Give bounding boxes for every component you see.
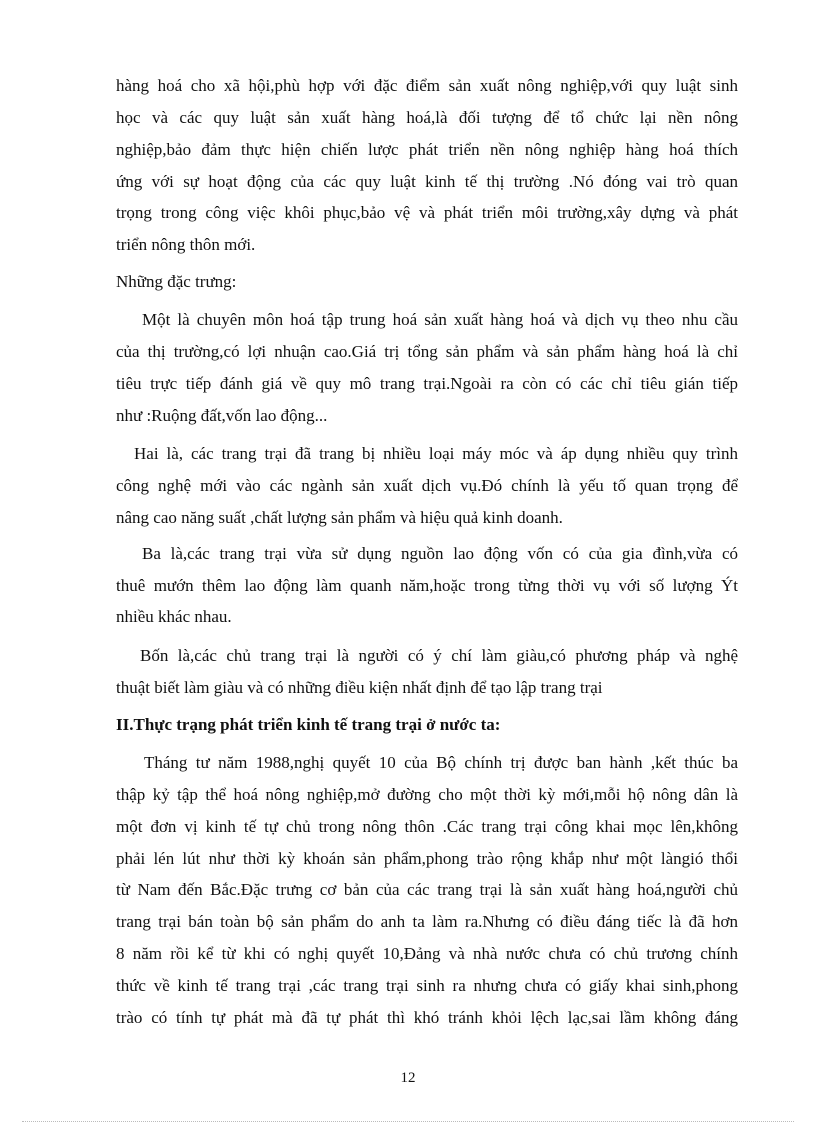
section-heading: II.Thực trạng phát triển kinh tế trang trại ở nước ta: [116,715,501,734]
text-line: trọng trong công việc khôi phục,bảo vệ và phát triển môi trường,xây dựng và phát [116,203,738,222]
text-line: thức về kinh tế trang trại ,các trang trại sinh ra nhưng chưa có giấy khai sinh,phong [116,976,738,995]
text-line: Một là chuyên môn hoá tập trung hoá sản xuất hàng hoá và dịch vụ theo nhu cầu [142,310,738,329]
text-line: ứng với sự hoạt động của các quy luật kinh tế thị trường .Nó đóng vai trò quan [116,172,738,191]
section-label: Những đặc trưng: [116,272,237,291]
text-line: nâng cao năng suất ,chất lượng sản phẩm và hiệu quả kinh doanh. [116,508,563,527]
text-line: Bốn là,các chủ trang trại là người có ý chí làm giàu,có phương pháp và nghệ [140,646,738,665]
text-line: thuật biết làm giàu và có những điều kiện nhất định để tạo lập trang trại [116,678,603,697]
text-line: hàng hoá cho xã hội,phù hợp với đặc điểm sản xuất nông nghiệp,với quy luật sinh [116,76,738,95]
text-line: trang trại bán toàn bộ sản phẩm do anh ta làm ra.Nhưng có điều đáng tiếc là đã hơn [116,912,738,931]
text-line: phải lén lút như thời kỳ khoán sản phẩm,phong trào rộng khắp như một làngió thổi [116,849,738,868]
text-line: từ Nam đến Bắc.Đặc trưng cơ bản của các trang trại là sản xuất hàng hoá,người chủ [116,880,738,899]
text-line: thập kỷ tập thể hoá nông nghiệp,mở đường cho một thời kỳ mới,mỗi hộ nông dân là [116,785,738,804]
text-line: nhiều khác nhau. [116,607,232,626]
text-line: trào có tính tự phát mà đã tự phát thì khó tránh khỏi lệch lạc,sai lầm không đáng [116,1008,738,1027]
text-line: của thị trường,có lợi nhuận cao.Giá trị tổng sản phẩm và sản phẩm hàng hoá là chỉ [116,342,738,361]
text-line: Hai là, các trang trại đã trang bị nhiều loại máy móc và áp dụng nhiều quy trình [134,444,738,463]
text-line: tiêu trực tiếp đánh giá về quy mô trang trại.Ngoài ra còn có các chỉ tiêu gián tiếp [116,374,738,393]
text-line: như :Ruộng đất,vốn lao động... [116,406,328,425]
text-line: nghiệp,bảo đảm thực hiện chiến lược phát triển nền nông nghiệp hàng hoá thích [116,140,738,159]
text-line: công nghệ mới vào các ngành sản xuất dịch vụ.Đó chính là yếu tố quan trọng để [116,476,738,495]
page-number: 12 [400,1070,416,1086]
text-line: học và các quy luật sản xuất hàng hoá,là đối tượng để tổ chức lại nền nông [116,108,738,127]
text-line: 8 năm rồi kể từ khi có nghị quyết 10,Đảng và nhà nước chưa có chủ trương chính [116,944,738,963]
text-line: một đơn vị kinh tế tự chủ trong nông thôn .Các trang trại công khai mọc lên,không [116,817,738,836]
text-line: thuê mướn thêm lao động làm quanh năm,hoặc trong từng thời vụ với số lượng Ýt [116,576,738,595]
text-line: Ba là,các trang trại vừa sử dụng nguồn lao động vốn có của gia đình,vừa có [142,544,738,563]
text-line: Tháng tư năm 1988,nghị quyết 10 của Bộ chính trị được ban hành ,kết thúc ba [144,753,738,772]
text-line: triển nông thôn mới. [116,235,256,254]
page-bottom-divider [22,1121,794,1122]
